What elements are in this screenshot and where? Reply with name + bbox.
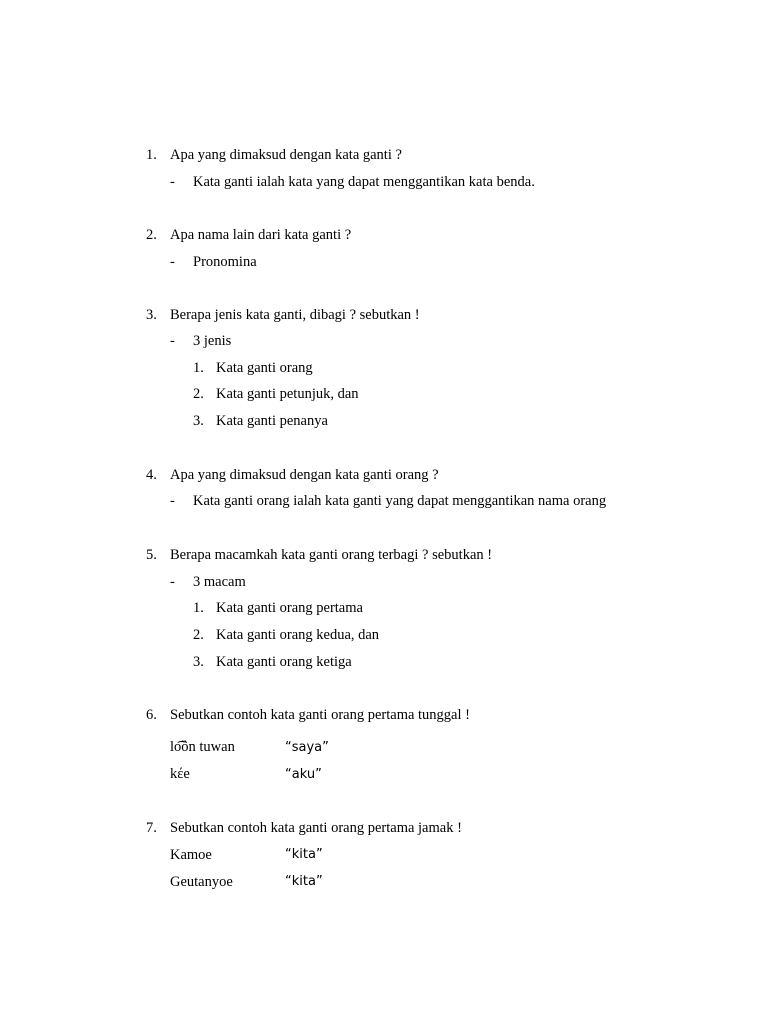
example-meaning: “kita” [285,874,323,889]
list-item-number: 3. [193,413,204,429]
example-meaning: “kita” [285,847,323,862]
question-text: Apa nama lain dari kata ganti ? [170,227,352,243]
answer-text: Kata ganti ialah kata yang dapat menggantikan kata benda. [193,174,535,190]
answer-text: Kata ganti orang ialah kata ganti yang dapat menggantikan nama orang [193,493,607,509]
list-item-number: 2. [193,386,204,402]
example-meaning: “aku” [285,767,322,782]
answer-text: Pronomina [193,254,257,270]
list-item: Kata ganti orang pertama [216,600,363,616]
question-number: 3. [146,307,157,323]
answer-dash: - [170,574,175,590]
question-text: Berapa macamkah kata ganti orang terbagi ? sebutkan ! [170,547,493,563]
answer-dash: - [170,174,175,190]
question-number: 4. [146,467,157,483]
list-item: Kata ganti orang [216,360,313,376]
list-item: Kata ganti orang kedua, dan [216,627,380,643]
question-number: 6. [146,707,157,723]
example-word: lo͡ȍn tuwan [170,739,235,755]
question-text: Sebutkan contoh kata ganti orang pertama jamak ! [170,820,462,836]
question-number: 2. [146,227,157,243]
question-text: Sebutkan contoh kata ganti orang pertama tunggal ! [170,707,470,723]
list-item: Kata ganti petunjuk, dan [216,386,359,402]
question-text: Apa yang dimaksud dengan kata ganti orang ? [170,467,439,483]
example-word: Kamoe [170,847,212,863]
example-word: Geutanyoe [170,874,233,890]
question-text: Apa yang dimaksud dengan kata ganti ? [170,147,402,163]
list-item-number: 1. [193,600,204,616]
example-meaning: “saya” [285,740,329,755]
question-text: Berapa jenis kata ganti, dibagi ? sebutkan ! [170,307,420,323]
question-number: 7. [146,820,157,836]
answer-text: 3 macam [193,574,246,590]
list-item: Kata ganti orang ketiga [216,654,352,670]
list-item-number: 3. [193,654,204,670]
answer-text: 3 jenis [193,333,232,349]
question-number: 5. [146,547,157,563]
list-item-number: 1. [193,360,204,376]
question-number: 1. [146,147,157,163]
answer-dash: - [170,493,175,509]
list-item: Kata ganti penanya [216,413,328,429]
list-item-number: 2. [193,627,204,643]
answer-dash: - [170,333,175,349]
answer-dash: - [170,254,175,270]
example-word: kέe [170,766,190,782]
